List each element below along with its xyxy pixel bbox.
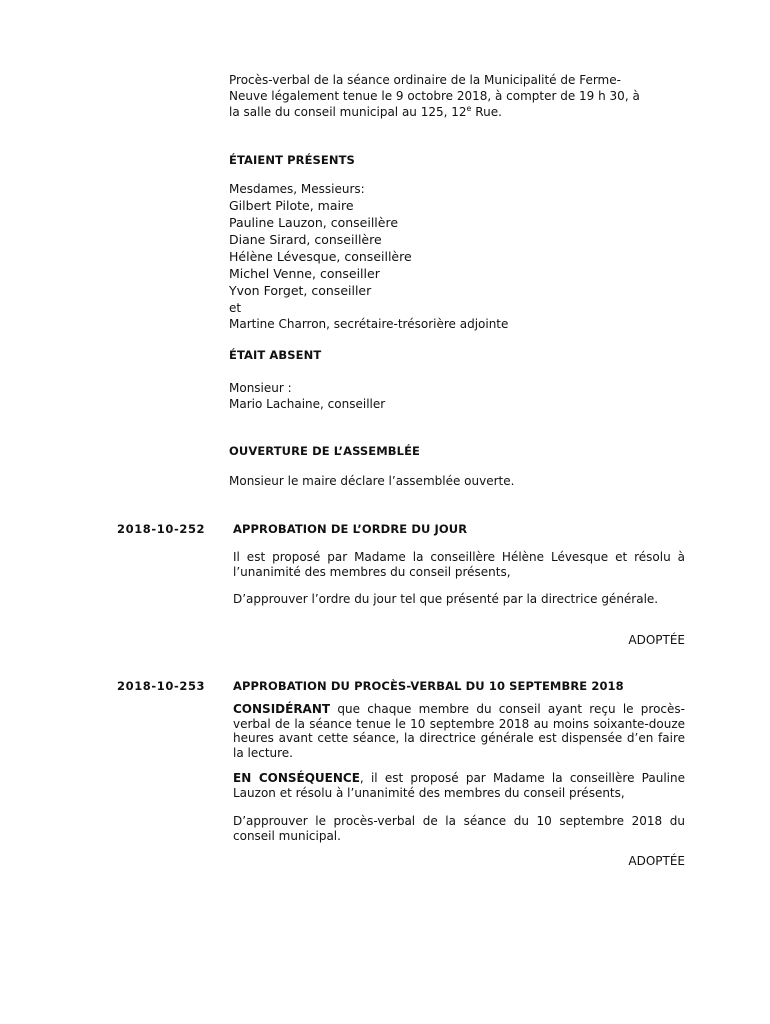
resolution-paragraph: D’approuver le procès-verbal de la séance du 10 septembre 2018 du conseil municipal.	[233, 814, 685, 843]
resolution-paragraph: Il est proposé par Madame la conseillère Hélène Lévesque et résolu à l’unanimité des membres du conseil présents,	[233, 550, 685, 579]
intro-line-3-text: la salle du conseil municipal au 125, 12	[229, 105, 467, 119]
resolution-paragraph	[233, 771, 685, 800]
member-item: Michel Venne, conseiller	[229, 266, 380, 281]
resolution-number: 2018-10-252	[117, 522, 206, 536]
opening-text: Monsieur le maire déclare l’assemblée ouverte.	[229, 474, 515, 488]
opening-heading: OUVERTURE DE L’ASSEMBLÉE	[229, 444, 421, 458]
resolution-title: APPROBATION DE L’ORDRE DU JOUR	[233, 522, 468, 536]
adopted-status: ADOPTÉE	[628, 633, 685, 647]
member-item: Hélène Lévesque, conseillère	[229, 249, 412, 264]
intro-line-3-end: Rue.	[471, 105, 502, 119]
member-item: Diane Sirard, conseillère	[229, 232, 382, 247]
resolution-title: APPROBATION DU PROCÈS-VERBAL DU 10 SEPTEMBRE 2018	[233, 679, 624, 693]
paragraph-text: que chaque membre du conseil ayant reçu le procès-verbal de la séance tenue le 10 septembre 2018 au moins soixante-douze heures avant cette séance, la directrice générale est dispensée d’en faire la lecture.	[233, 702, 685, 760]
ordinal-suffix: e	[466, 104, 472, 113]
presents-salutation: Mesdames, Messieurs:	[229, 182, 365, 196]
resolution-number: 2018-10-253	[117, 679, 206, 693]
secretary-item: Martine Charron, secrétaire-trésorière adjointe	[229, 317, 509, 331]
absent-heading: ÉTAIT ABSENT	[229, 348, 322, 362]
adopted-status: ADOPTÉE	[628, 854, 685, 868]
intro-line-3	[229, 104, 502, 120]
intro-line-1: Procès-verbal de la séance ordinaire de la Municipalité de Ferme-	[229, 73, 621, 87]
member-item: Gilbert Pilote, maire	[229, 198, 354, 213]
paragraph-lead: EN CONSÉQUENCE	[233, 771, 360, 785]
member-item: Pauline Lauzon, conseillère	[229, 215, 399, 230]
member-item: Yvon Forget, conseiller	[229, 283, 372, 298]
resolution-paragraph	[233, 702, 685, 760]
absent-member: Mario Lachaine, conseiller	[229, 397, 386, 411]
resolution-paragraph: D’approuver l’ordre du jour tel que présenté par la directrice générale.	[233, 592, 659, 606]
paragraph-text: , il est proposé par Madame la conseillère Pauline Lauzon et résolu à l’unanimité des membres du conseil présents,	[233, 771, 685, 800]
presents-conjunction: et	[229, 301, 242, 315]
presents-heading: ÉTAIENT PRÉSENTS	[229, 153, 355, 167]
paragraph-lead: CONSIDÉRANT	[233, 702, 331, 716]
intro-line-2: Neuve légalement tenue le 9 octobre 2018, à compter de 19 h 30, à	[229, 89, 640, 103]
absent-salutation: Monsieur :	[229, 381, 292, 395]
